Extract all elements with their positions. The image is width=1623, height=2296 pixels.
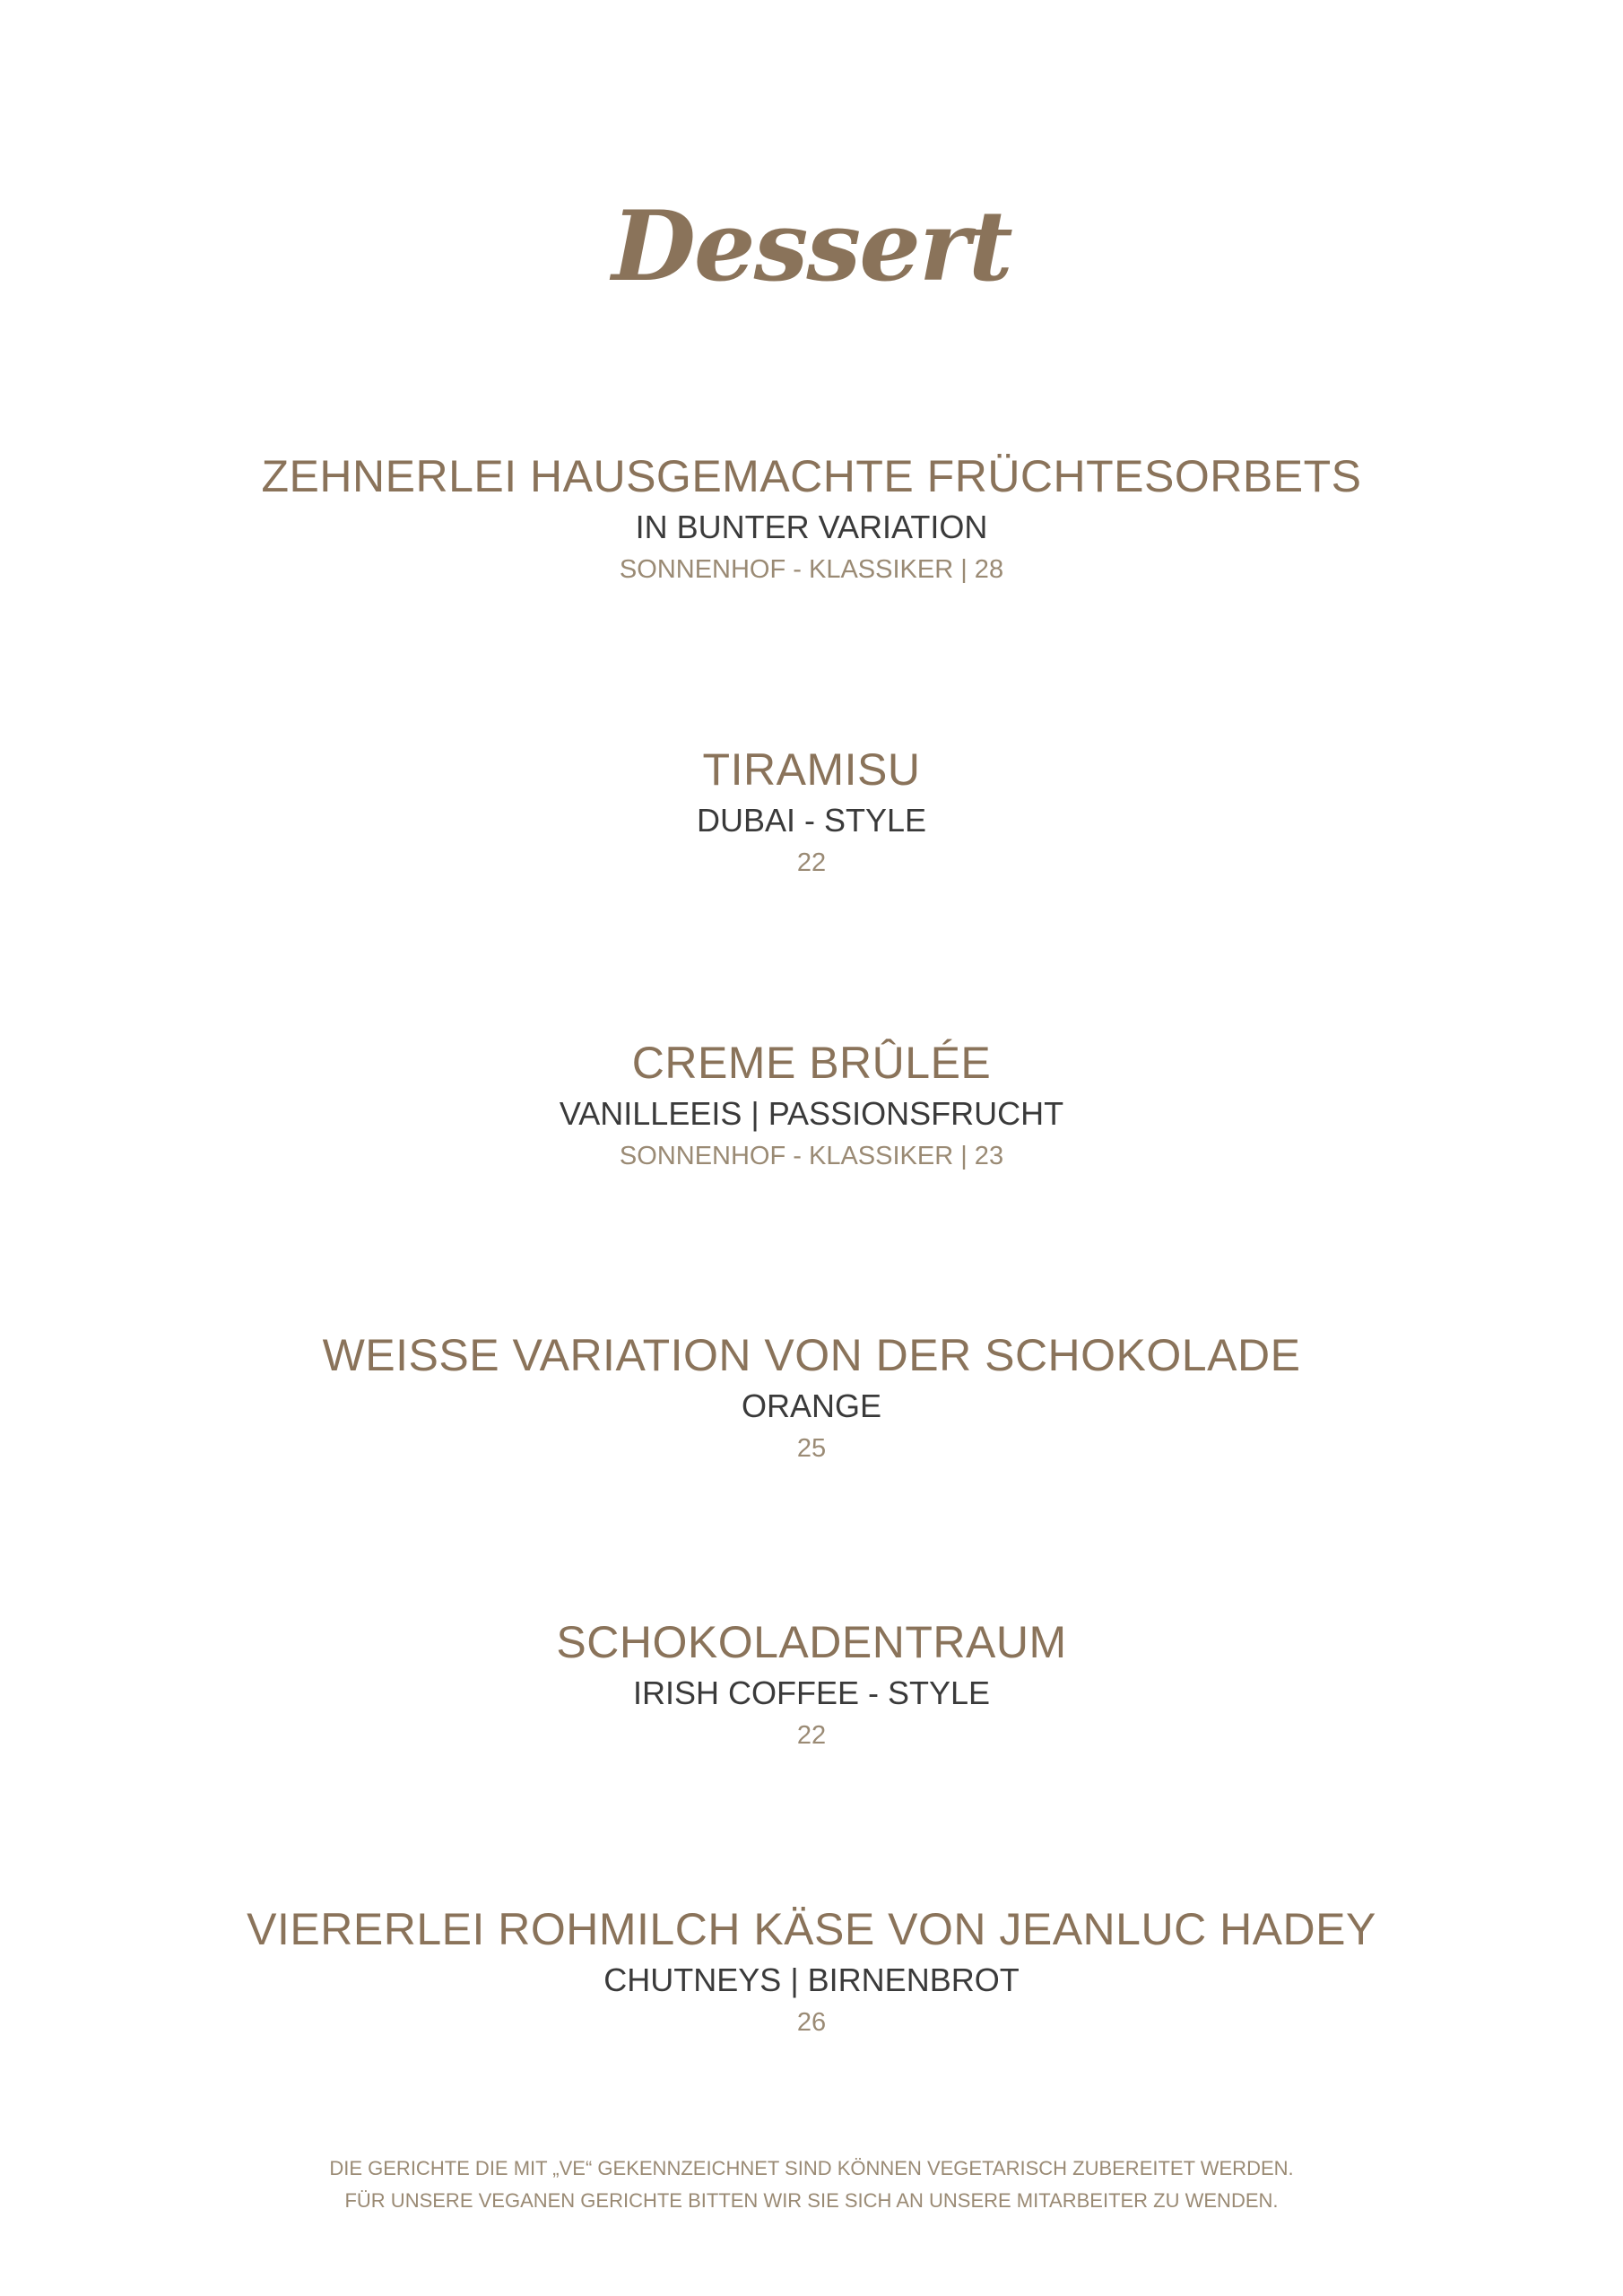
menu-item-description: IN BUNTER VARIATION xyxy=(635,509,988,545)
menu-footer-note xyxy=(0,2152,1623,2217)
menu-item xyxy=(0,742,1623,882)
menu-item-price: SONNENHOF - KLASSIKER | 28 xyxy=(619,555,1004,584)
menu-item xyxy=(0,1327,1623,1467)
menu-item-price: 25 xyxy=(796,1434,827,1463)
menu-item-name: ZEHNERLEI HAUSGEMACHTE FRÜCHTESORBETS xyxy=(261,451,1362,501)
menu-item-price: 22 xyxy=(796,1721,827,1750)
menu-item-description: CHUTNEYS | BIRNENBROT xyxy=(603,1961,1020,1998)
menu-title: Dessert xyxy=(612,190,1011,303)
menu-item-price: SONNENHOF - KLASSIKER | 23 xyxy=(619,1142,1004,1170)
menu-item xyxy=(0,448,1623,588)
menu-item-price: 22 xyxy=(796,848,827,877)
menu-item-name: WEISSE VARIATION VON DER SCHOKOLADE xyxy=(322,1330,1301,1380)
menu-item-description: IRISH COFFEE - STYLE xyxy=(632,1674,991,1711)
menu-item-description: ORANGE xyxy=(741,1387,882,1424)
footer-line-vegetarian: DIE GERICHTE DIE MIT „VE“ GEKENNZEICHNET SIND KÖNNEN VEGETARISCH ZUBEREITET WERDEN. xyxy=(329,2157,1294,2179)
menu-item-name: VIERERLEI ROHMILCH KÄSE VON JEANLUC HADEY xyxy=(247,1904,1376,1954)
menu-item-price: 26 xyxy=(796,2008,827,2037)
menu-item-description: DUBAI - STYLE xyxy=(696,802,927,839)
menu-item xyxy=(0,1035,1623,1175)
menu-item-name: SCHOKOLADENTRAUM xyxy=(556,1617,1067,1667)
menu-item-name: CREME BRÛLÉE xyxy=(631,1038,992,1088)
footer-line-vegan: FÜR UNSERE VEGANEN GERICHTE BITTEN WIR SIE SICH AN UNSERE MITARBEITER ZU WENDEN. xyxy=(344,2189,1279,2212)
menu-item xyxy=(0,1614,1623,1754)
menu-item-description: VANILLEEIS | PASSIONSFRUCHT xyxy=(559,1095,1064,1132)
menu-item xyxy=(0,1901,1623,2041)
menu-item-name: TIRAMISU xyxy=(702,744,921,795)
